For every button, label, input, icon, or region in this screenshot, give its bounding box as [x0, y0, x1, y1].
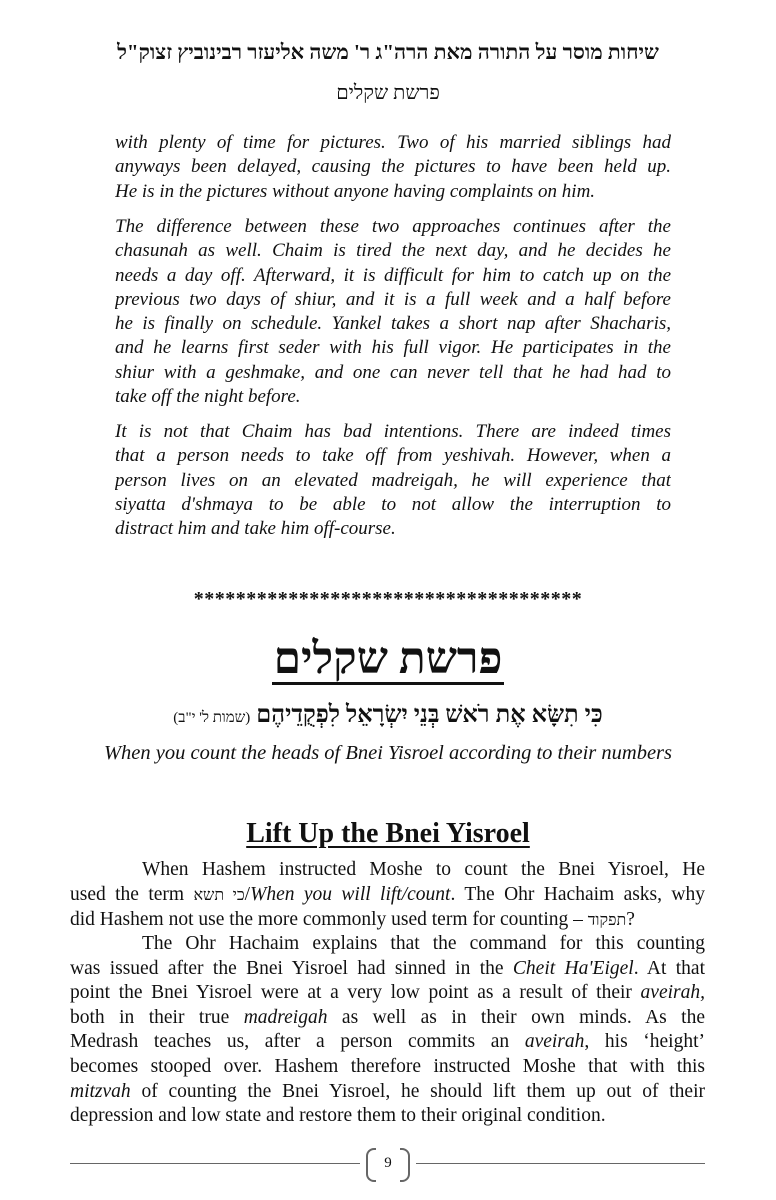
pasuk-translation: When you count the heads of Bnei Yisroel according to their numbers [103, 742, 673, 764]
paragraph [115, 131, 671, 204]
footer-rule-left [70, 1163, 360, 1164]
text-line: It is not that Chaim has bad intentions. There are indeed times [115, 421, 671, 442]
text-line: shiur with a geshmake, and one can never tell that he had had to [115, 361, 671, 383]
text-segment: becomes stooped over. Hashem therefore instructed Moshe that with this [70, 1055, 705, 1077]
text-line: previous two days of shiur, and it is a full week and a half before [115, 288, 671, 310]
text-line: person lives on an elevated madreigah, he will experience that [115, 469, 671, 491]
text-line: needs a day off. Afterward, it is difficult for him to catch up on the [115, 264, 671, 286]
italic-term: aveirah [524, 1031, 585, 1053]
pasuk [0, 702, 776, 729]
page-number: 9 [366, 1148, 410, 1180]
text-line [70, 957, 705, 982]
text-line: that a person needs to take off from yeshivah. However, when a [115, 445, 671, 467]
text-line [70, 883, 705, 909]
text-segment: was issued after the Bnei Yisroel had sinned in the [70, 957, 513, 979]
text-line: and he learns first seder with his full vigor. He participates in the [115, 337, 671, 359]
paragraph [70, 932, 705, 1129]
pasuk-text: כִּי תִשָּׂא אֶת רֹאשׁ בְּנֵי יִשְׂרָאֵל לִפְקֻדֵיהֶם [256, 702, 603, 728]
text-line: He is in the pictures without anyone having complaints on him. [115, 180, 596, 202]
text-line: take off the night before. [115, 386, 301, 408]
text-line: chasunah as well. Chaim is tired the next day, and he decides he [115, 240, 671, 262]
text-segment: as well as in their own minds. As the [327, 1006, 705, 1028]
text-segment: did Hashem not use the more commonly used term for counting – [70, 909, 588, 931]
text-segment: used the term [70, 883, 194, 905]
text-line: siyatta d'shmaya to be able to not allow the interruption to [115, 493, 671, 515]
text-segment: depression and low state and restore them to their original condition. [70, 1105, 606, 1127]
running-header-parsha: פרשת שקלים [336, 82, 440, 104]
pasuk-source: (שמות ל' י"ב) [173, 710, 251, 726]
footer-rule-right [416, 1163, 705, 1164]
text-line [70, 932, 705, 957]
text-line: distract him and take him off-course. [115, 518, 396, 540]
text-segment: both in their true [70, 1006, 244, 1028]
text-segment: When Hashem instructed Moshe to count the Bnei Yisroel, He [142, 859, 705, 880]
text-line [70, 858, 705, 883]
section-title-text: פרשת שקלים [273, 634, 503, 683]
text-segment: / [244, 883, 251, 905]
text-segment: . At that [633, 957, 705, 979]
text-line [70, 908, 705, 934]
text-line: with plenty of time for pictures. Two of his married siblings had [115, 132, 671, 153]
text-line [70, 1006, 705, 1031]
text-line [70, 1080, 705, 1105]
text-line [70, 1055, 705, 1080]
article-heading [0, 818, 776, 850]
text-line [70, 1104, 705, 1129]
italic-term: Cheit Ha'Eigel [512, 957, 634, 979]
text-segment: ? [626, 909, 635, 931]
paragraph [115, 215, 671, 409]
text-line: The difference between these two approaches continues after the [115, 216, 671, 237]
article-heading-text: Lift Up the Bnei Yisroel [246, 818, 530, 849]
text-line: anyways been delayed, causing the pictures to have been held up. [115, 156, 671, 178]
section-title [0, 636, 776, 685]
paragraph [115, 420, 671, 541]
text-segment: כי תשא [193, 886, 245, 904]
text-line [70, 1030, 705, 1055]
italic-term: aveirah, [640, 982, 705, 1004]
text-segment: . The Ohr Hachaim asks, why [450, 883, 705, 905]
text-line: he is finally on schedule. Yankel takes a short nap after Shacharis, [115, 313, 671, 335]
italic-term: When you will lift/count [250, 883, 451, 905]
text-segment: Medrash teaches us, after a person commits an [70, 1031, 525, 1053]
text-segment: point the Bnei Yisroel were at a very low point as a result of their [70, 982, 641, 1004]
section-separator: ************************************* [193, 588, 583, 610]
italic-term: mitzvah [70, 1080, 131, 1102]
paragraph [70, 858, 705, 934]
text-segment: of counting the Bnei Yisroel, he should lift them up out of their [130, 1080, 705, 1102]
text-segment: , his ‘height’ [584, 1031, 705, 1053]
running-header-title: שיחות מוסר על התורה מאת הרה"ג ר' משה אליעזר רבינוביץ זצוק"ל [117, 40, 659, 64]
text-segment: תפקוד [587, 912, 627, 930]
text-segment: The Ohr Hachaim explains that the command for this counting [142, 933, 705, 954]
italic-term: madreigah [243, 1006, 328, 1028]
text-line [70, 981, 705, 1006]
